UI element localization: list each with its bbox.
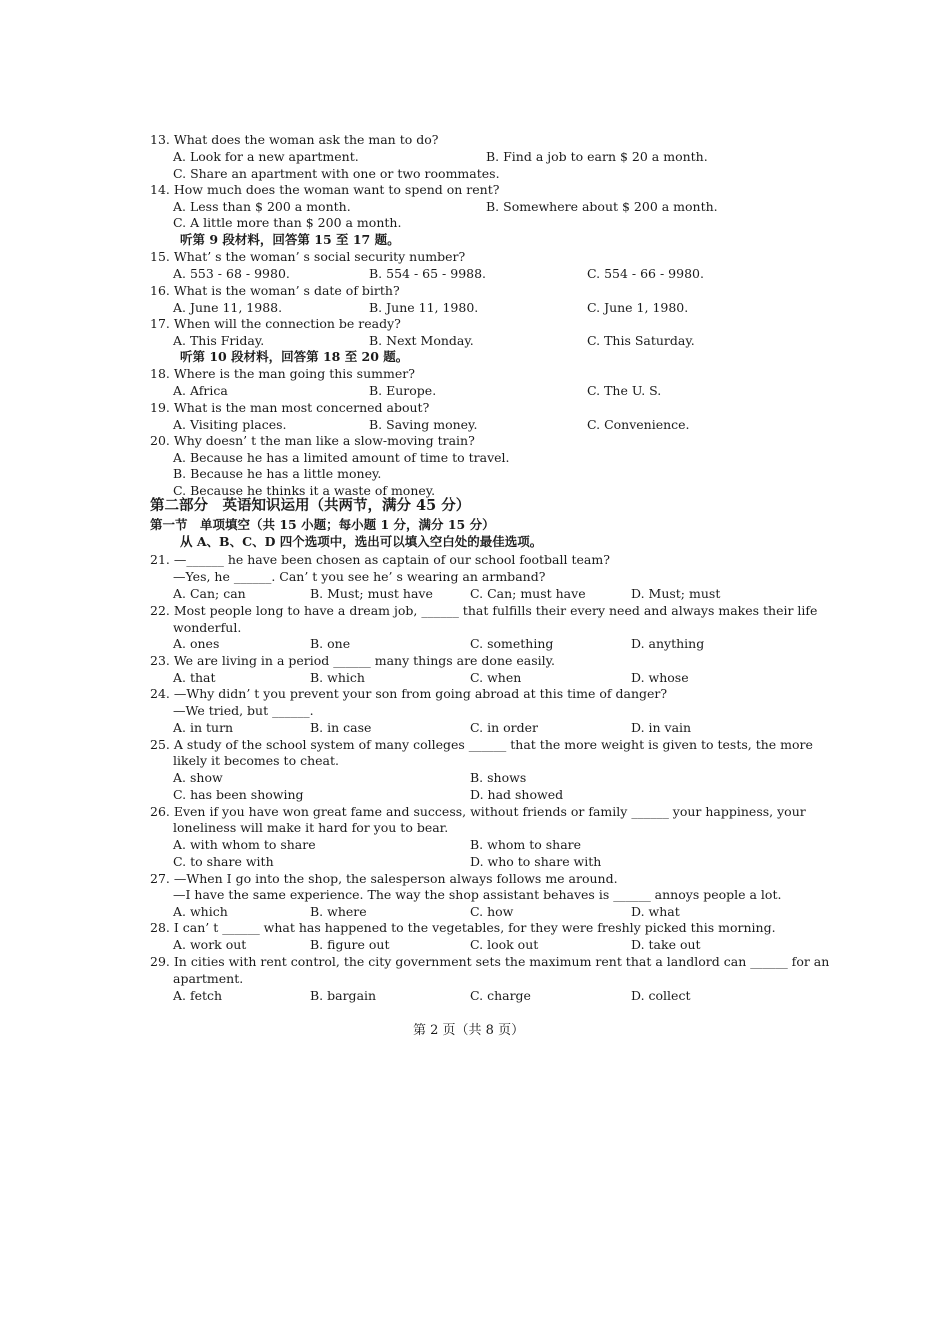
option: A. with whom to share <box>173 837 316 852</box>
option: A. show <box>173 770 223 785</box>
option: D. in vain <box>631 720 692 735</box>
option: B. figure out <box>310 937 390 952</box>
option: A. 553 - 68 - 9980. <box>173 266 290 281</box>
section-instruction: 从 A、B、C、D 四个选项中，选出可以填入空白处的最佳选项。 <box>180 534 543 549</box>
question-21: 21. —______ he have been chosen as captain of our school football team? <box>150 552 610 567</box>
option: C. when <box>470 670 522 685</box>
question-13: 13. What does the woman ask the man to do? <box>150 132 439 147</box>
question-27: 27. —When I go into the shop, the salesperson always follows me around. <box>150 871 618 886</box>
question-line: loneliness will make it hard for you to bear. <box>173 820 449 835</box>
question-20: 20. Why doesn’ t the man like a slow-moving train? <box>150 433 475 448</box>
question-line: apartment. <box>173 971 244 986</box>
option: C. to share with <box>173 854 274 869</box>
listening-instruction: 听第 10 段材料，回答第 18 至 20 题。 <box>180 349 409 364</box>
option: C. in order <box>470 720 538 735</box>
option: A. Visiting places. <box>173 417 287 432</box>
option: B. Saving money. <box>369 417 478 432</box>
question-23: 23. We are living in a period ______ many things are done easily. <box>150 653 556 668</box>
option: C. June 1, 1980. <box>587 300 689 315</box>
question-line: —We tried, but ______. <box>173 703 314 718</box>
option: C. something <box>470 636 554 651</box>
question-14: 14. How much does the woman want to spend on rent? <box>150 182 500 197</box>
option: B. bargain <box>310 988 377 1003</box>
option: D. whose <box>631 670 689 685</box>
part-heading: 第二部分 英语知识运用（共两节，满分 45 分） <box>150 497 471 514</box>
option: B. whom to share <box>470 837 582 852</box>
option: B. in case <box>310 720 372 735</box>
option: B. shows <box>470 770 527 785</box>
option: A. This Friday. <box>173 333 265 348</box>
option: A. Africa <box>173 383 228 398</box>
question-28: 28. I can’ t ______ what has happened to the vegetables, for they were freshly picked this morning. <box>150 920 776 935</box>
option: C. 554 - 66 - 9980. <box>587 266 704 281</box>
option: B. June 11, 1980. <box>369 300 479 315</box>
option: B. which <box>310 670 365 685</box>
option: C. look out <box>470 937 539 952</box>
option: C. Because he thinks it a waste of money. <box>173 483 436 498</box>
question-25: 25. A study of the school system of many colleges ______ that the more weight is given to tests, the more <box>150 737 813 752</box>
question-24: 24. —Why didn’ t you prevent your son from going abroad at this time of danger? <box>150 686 668 701</box>
option: A. which <box>173 904 228 919</box>
option: B. Europe. <box>369 383 437 398</box>
question-22: 22. Most people long to have a dream job, ______ that fulfills their every need and always makes their life <box>150 603 818 618</box>
question-18: 18. Where is the man going this summer? <box>150 366 415 381</box>
option: B. Somewhere about $ 200 a month. <box>486 199 718 214</box>
option: D. anything <box>631 636 705 651</box>
option: D. take out <box>631 937 701 952</box>
option: D. collect <box>631 988 691 1003</box>
option: C. A little more than $ 200 a month. <box>173 215 402 230</box>
question-line: wonderful. <box>173 620 242 635</box>
question-15: 15. What’ s the woman’ s social security number? <box>150 249 466 264</box>
option: B. Because he has a little money. <box>173 466 382 481</box>
option: C. how <box>470 904 514 919</box>
option: A. ones <box>173 636 220 651</box>
option: A. in turn <box>173 720 234 735</box>
option: B. 554 - 65 - 9988. <box>369 266 487 281</box>
option: A. Look for a new apartment. <box>173 149 359 164</box>
option: B. one <box>310 636 351 651</box>
option: A. Because he has a limited amount of time to travel. <box>173 450 510 465</box>
page-number: 第 2 页（共 8 页） <box>413 1023 525 1038</box>
option: B. Must; must have <box>310 586 433 601</box>
option: A. that <box>173 670 216 685</box>
question-16: 16. What is the woman’ s date of birth? <box>150 283 400 298</box>
option: B. where <box>310 904 367 919</box>
option: C. charge <box>470 988 531 1003</box>
option: C. Can; must have <box>470 586 586 601</box>
option: A. Can; can <box>173 586 246 601</box>
option: A. June 11, 1988. <box>173 300 283 315</box>
option: D. who to share with <box>470 854 602 869</box>
listening-instruction: 听第 9 段材料，回答第 15 至 17 题。 <box>180 232 400 247</box>
option: C. Convenience. <box>587 417 690 432</box>
option: C. This Saturday. <box>587 333 695 348</box>
option: A. fetch <box>173 988 223 1003</box>
option: C. Share an apartment with one or two roommates. <box>173 166 500 181</box>
question-line: —I have the same experience. The way the shop assistant behaves is ______ annoys people a lot. <box>173 887 782 902</box>
option: D. had showed <box>470 787 564 802</box>
question-line: —Yes, he ______. Can’ t you see he’ s wearing an armband? <box>173 569 546 584</box>
option: D. what <box>631 904 680 919</box>
option: C. has been showing <box>173 787 304 802</box>
option: A. Less than $ 200 a month. <box>173 199 351 214</box>
question-17: 17. When will the connection be ready? <box>150 316 401 331</box>
option: C. The U. S. <box>587 383 662 398</box>
option: A. work out <box>173 937 247 952</box>
question-29: 29. In cities with rent control, the city government sets the maximum rent that a landlord can ______ for an <box>150 954 830 969</box>
section-heading: 第一节 单项填空（共 15 小题；每小题 1 分，满分 15 分） <box>150 517 495 532</box>
question-19: 19. What is the man most concerned about? <box>150 400 430 415</box>
option: B. Next Monday. <box>369 333 474 348</box>
question-26: 26. Even if you have won great fame and success, without friends or family ______ your happiness, your <box>150 804 806 819</box>
option: B. Find a job to earn $ 20 a month. <box>486 149 708 164</box>
question-line: likely it becomes to cheat. <box>173 753 339 768</box>
option: D. Must; must <box>631 586 721 601</box>
